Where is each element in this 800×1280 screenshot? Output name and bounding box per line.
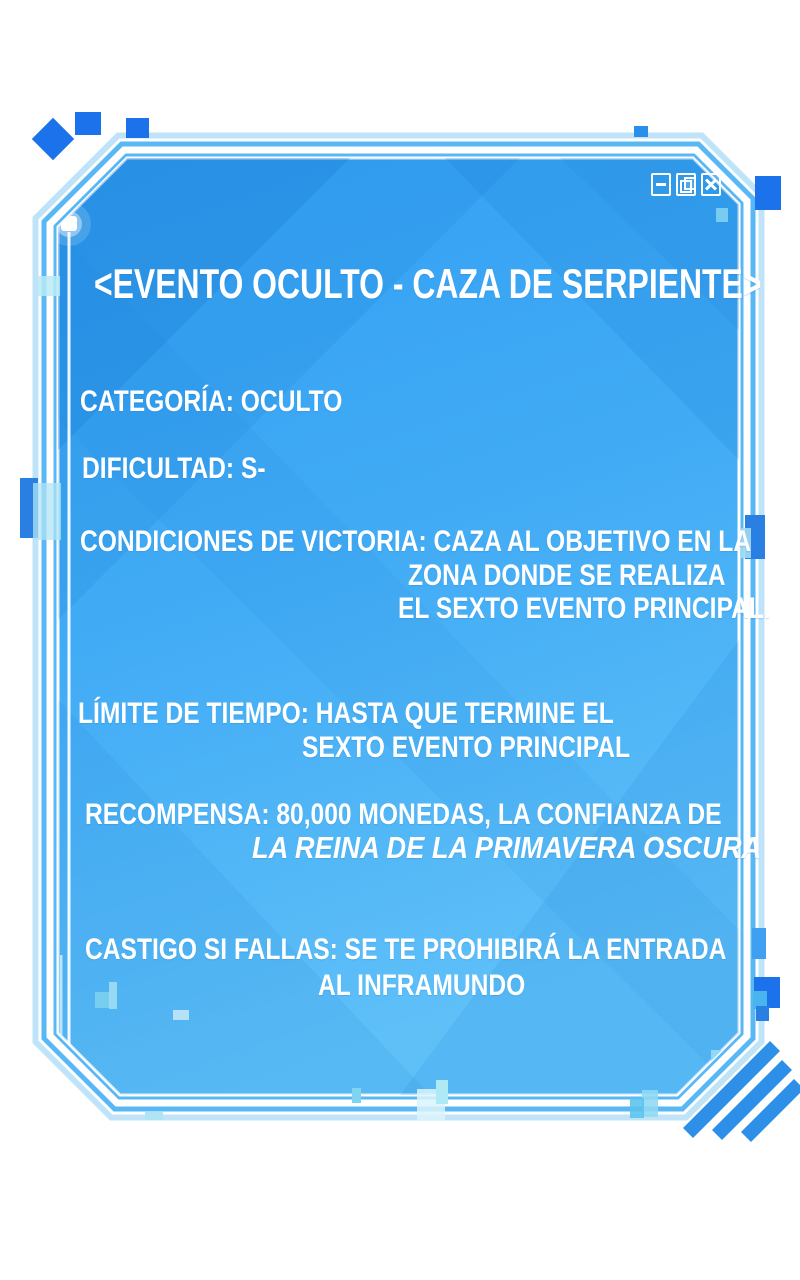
quest-title: <EVENTO OCULTO - CAZA DE SERPIENTE> [94,260,762,307]
quest-reward-line2: LA REINA DE LA PRIMAVERA OSCURA [252,830,762,865]
quest-difficulty: DIFICULTAD: S- [82,452,266,485]
minimize-button[interactable] [651,173,671,196]
quest-category: CATEGORÍA: OCULTO [80,385,343,418]
quest-victory-conditions-line3: EL SEXTO EVENTO PRINCIPAL. [398,592,771,625]
quest-victory-conditions-line2: ZONA DONDE SE REALIZA [408,559,726,592]
restore-button[interactable] [676,173,696,196]
quest-failure-penalty-line1: CASTIGO SI FALLAS: SE TE PROHIBIRÁ LA ENTRADA [85,933,727,966]
quest-time-limit-line1: LÍMITE DE TIEMPO: HASTA QUE TERMINE EL [78,697,614,730]
quest-time-limit-line2: SEXTO EVENTO PRINCIPAL [302,731,631,764]
close-button[interactable] [701,173,721,196]
quest-failure-penalty-line2: AL INFRAMUNDO [318,969,526,1002]
minimize-icon [656,183,666,186]
quest-victory-conditions-line1: CONDICIONES DE VICTORIA: CAZA AL OBJETIVO EN LA [80,525,752,558]
quest-reward-line1: RECOMPENSA: 80,000 MONEDAS, LA CONFIANZA DE [85,798,722,831]
